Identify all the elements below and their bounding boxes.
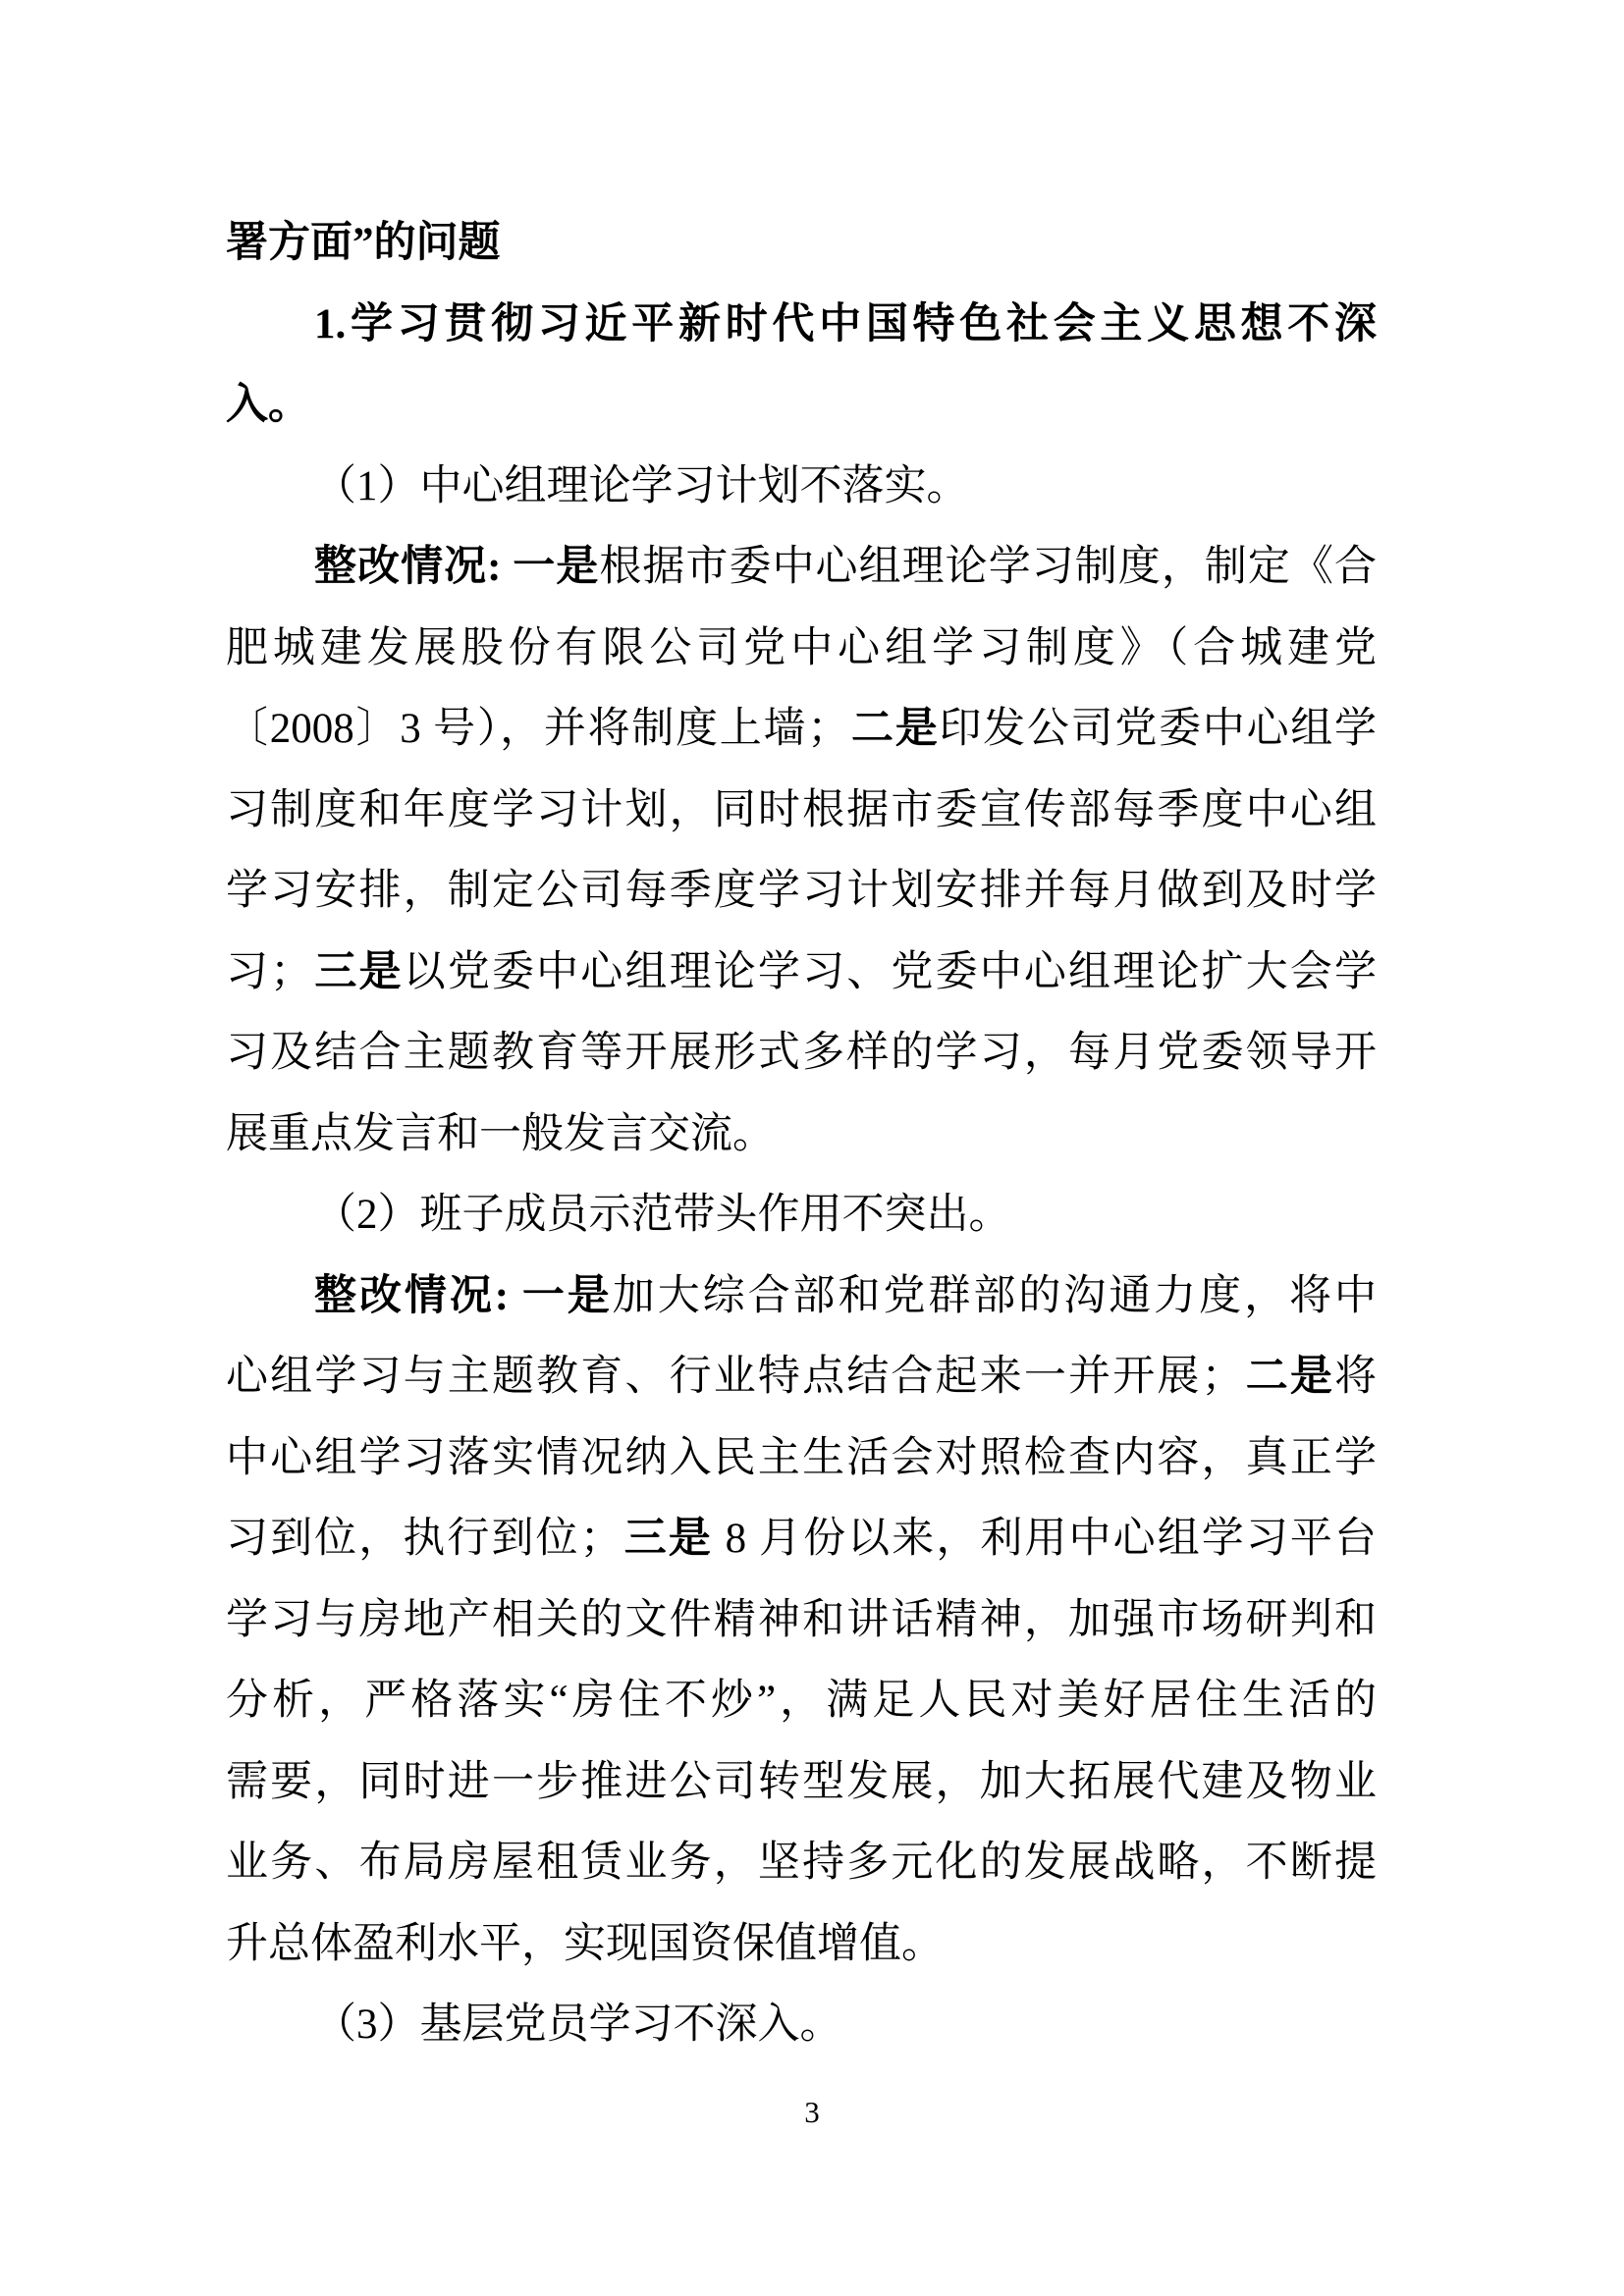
text-segment: 根据市委中心组理论学习制度，制定《合 xyxy=(599,544,1377,590)
text-line xyxy=(226,527,1377,609)
bold-text-segment: 署方面”的问题 xyxy=(226,220,501,266)
text-segment: 将 xyxy=(1334,1354,1378,1400)
bold-text-segment: 二是 xyxy=(1243,1354,1335,1400)
text-line xyxy=(226,609,1377,690)
text-line xyxy=(226,447,1377,528)
text-segment: 中心组学习落实情况纳入民主生活会对照检查内容，真正学 xyxy=(226,1434,1377,1481)
text-segment: 需要，同时进一步推进公司转型发展，加大拓展代建及物业 xyxy=(226,1758,1377,1805)
bold-text-segment: 1.学习贯彻习近平新时代中国特色社会主义思想不深 xyxy=(314,300,1377,347)
text-segment: 展重点发言和一般发言交流。 xyxy=(226,1110,775,1157)
text-segment: 加大综合部和党群部的沟通力度，将中 xyxy=(612,1272,1377,1319)
bold-text-segment: 整改情况: 一是 xyxy=(314,544,600,590)
text-line xyxy=(226,771,1377,852)
text-line xyxy=(226,933,1377,1014)
document-body xyxy=(226,203,1377,2066)
text-line xyxy=(226,285,1377,366)
text-segment: 习及结合主题教育等开展形式多样的学习，每月党委领导开 xyxy=(226,1030,1377,1076)
text-segment: 〔2008〕3 号），并将制度上墙； xyxy=(226,706,850,752)
text-line xyxy=(226,851,1377,933)
text-segment: 心组学习与主题教育、行业特点结合起来一并开展； xyxy=(226,1354,1244,1400)
text-segment: 分析，严格落实“房住不炒”，满足人民对美好居住生活的 xyxy=(226,1678,1377,1724)
text-line xyxy=(226,1337,1377,1418)
text-segment: 习制度和年度学习计划，同时根据市委宣传部每季度中心组 xyxy=(226,786,1377,833)
bold-text-segment: 入。 xyxy=(226,382,310,428)
text-segment: 习； xyxy=(226,948,313,995)
text-line xyxy=(226,1661,1377,1742)
page-footer xyxy=(0,2093,1624,2132)
text-segment: 业务、布局房屋租赁业务，坚持多元化的发展战略，不断提 xyxy=(226,1840,1377,1886)
bold-text-segment: 三是 xyxy=(312,948,404,995)
text-line xyxy=(226,203,1377,285)
text-segment: 学习与房地产相关的文件精神和讲话精神，加强市场研判和 xyxy=(226,1596,1377,1643)
text-line xyxy=(226,1095,1377,1176)
text-segment: 习到位，执行到位； xyxy=(226,1516,623,1562)
text-line xyxy=(226,1580,1377,1662)
bold-text-segment: 三是 xyxy=(622,1516,713,1562)
text-segment: 8 月份以来，利用中心组学习平台 xyxy=(712,1516,1378,1562)
text-segment: 印发公司党委中心组学 xyxy=(939,706,1378,752)
text-segment: 学习安排，制定公司每季度学习计划安排并每月做到及时学 xyxy=(226,868,1377,914)
text-segment: （2）班子成员示范带头作用不突出。 xyxy=(314,1192,1011,1238)
text-line xyxy=(226,1175,1377,1256)
text-segment: 肥城建发展股份有限公司党中心组学习制度》（合城建党 xyxy=(226,624,1377,671)
text-line xyxy=(226,1742,1377,1824)
text-segment: 以党委中心组理论学习、党委中心组理论扩大会学 xyxy=(403,948,1378,995)
text-line xyxy=(226,1418,1377,1500)
text-segment: （3）基层党员学习不深入。 xyxy=(314,2002,842,2048)
text-line xyxy=(226,1904,1377,1986)
bold-text-segment: 二是 xyxy=(849,706,940,752)
bold-text-segment: 整改情况: 一是 xyxy=(314,1272,613,1319)
text-line xyxy=(226,1013,1377,1095)
text-line xyxy=(226,1256,1377,1338)
text-segment: （1）中心组理论学习计划不落实。 xyxy=(314,462,969,509)
text-line xyxy=(226,1823,1377,1904)
text-line xyxy=(226,689,1377,771)
page-number: 3 xyxy=(804,2095,820,2129)
text-segment: 升总体盈利水平，实现国资保值增值。 xyxy=(226,1920,944,1967)
text-line xyxy=(226,1985,1377,2066)
text-line xyxy=(226,1499,1377,1580)
text-line xyxy=(226,365,1377,447)
